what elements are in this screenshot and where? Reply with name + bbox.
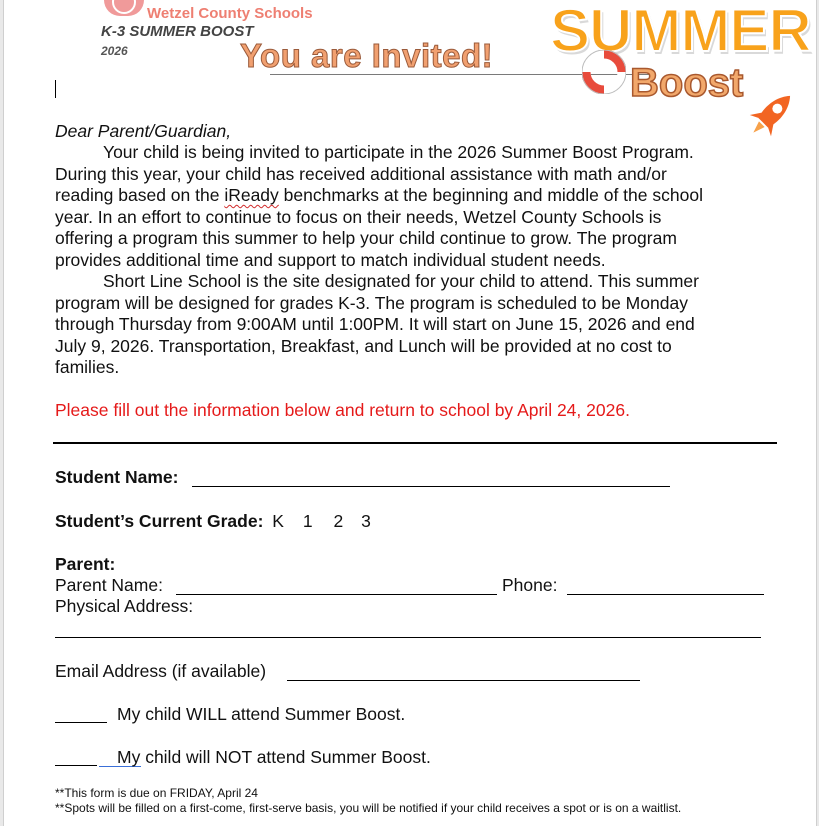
invited-heading: You are Invited! [240, 37, 494, 74]
school-name: Wetzel County Schools [147, 5, 313, 22]
logo-summer-text: SUMMER [550, 0, 811, 64]
p1-line: During this year, your child has received additional assistance with math and/or [55, 163, 667, 184]
school-seal-icon [104, 0, 144, 16]
document-page [3, 0, 817, 826]
grade-option-k[interactable]: K [272, 511, 284, 531]
section-divider [53, 442, 777, 444]
rocket-icon [740, 84, 802, 146]
address-label: Physical Address: [55, 596, 194, 616]
text-cursor [55, 80, 56, 98]
phone-field[interactable] [567, 594, 764, 595]
p2-line: Short Line School is the site designated for your child to attend. This summer [103, 271, 699, 291]
p2-line: July 9, 2026. Transportation, Breakfast, and Lunch will be provided at no cost to [55, 335, 672, 356]
will-attend-blank[interactable] [55, 722, 107, 723]
p1-line: benchmarks at the beginning and middle of the school [278, 185, 703, 206]
p1-line: Your child is being invited to participate in the 2026 Summer Boost Program. [103, 142, 694, 162]
return-notice: Please fill out the information below and return to school by April 24, 2026. [55, 400, 630, 420]
will-not-rest: child will NOT attend Summer Boost. [140, 747, 431, 767]
p1-line: offering a program this summer to help your child continue to grow. The program [55, 228, 677, 249]
grade-option-3[interactable]: 3 [361, 511, 371, 531]
salutation: Dear Parent/Guardian, [55, 121, 232, 141]
program-title: K-3 SUMMER BOOST [101, 23, 254, 40]
paragraph-1 [55, 142, 775, 272]
will-attend-text: My child WILL attend Summer Boost. [117, 704, 406, 724]
student-name-field[interactable] [192, 486, 670, 487]
grade-row [55, 511, 371, 532]
email-field[interactable] [287, 680, 640, 681]
will-not-attend-text [117, 747, 431, 768]
program-year: 2026 [101, 44, 128, 58]
will-not-prefix: My [117, 747, 141, 767]
phone-label: Phone: [502, 575, 558, 595]
p1-line: reading based on the [55, 185, 225, 206]
student-name-label: Student Name: [55, 467, 179, 487]
grade-option-1[interactable]: 1 [302, 511, 313, 531]
email-label: Email Address (if available) [55, 661, 267, 681]
p1-line: provides additional time and support to match individual student needs. [55, 249, 606, 270]
misspelled-word: iReady [224, 185, 279, 206]
logo-boost-text: Boost [630, 61, 744, 105]
life-ring-icon [582, 50, 626, 94]
p2-line: families. [55, 357, 120, 378]
footnote-spots: **Spots will be filled on a first-come, first-serve basis, you will be notified if your child receives a spot or is on a waitlist. [55, 801, 682, 815]
parent-name-field[interactable] [176, 594, 497, 595]
parent-heading: Parent: [55, 554, 116, 574]
grade-option-2[interactable]: 2 [333, 511, 344, 531]
footnote-due: **This form is due on FRIDAY, April 24 [55, 786, 258, 800]
address-field[interactable] [55, 637, 761, 638]
p2-line: program will be designed for grades K-3. The program is scheduled to be Monday [55, 292, 688, 313]
p1-line: year. In an effort to continue to focus on their needs, Wetzel County Schools is [55, 206, 662, 227]
parent-name-label: Parent Name: [55, 575, 163, 595]
paragraph-2 [55, 271, 775, 379]
grade-label: Student’s Current Grade: [55, 511, 264, 531]
p2-line: through Thursday from 9:00AM until 1:00PM. It will start on June 15, 2026 and end [55, 314, 695, 335]
will-not-attend-blank[interactable] [55, 765, 97, 766]
